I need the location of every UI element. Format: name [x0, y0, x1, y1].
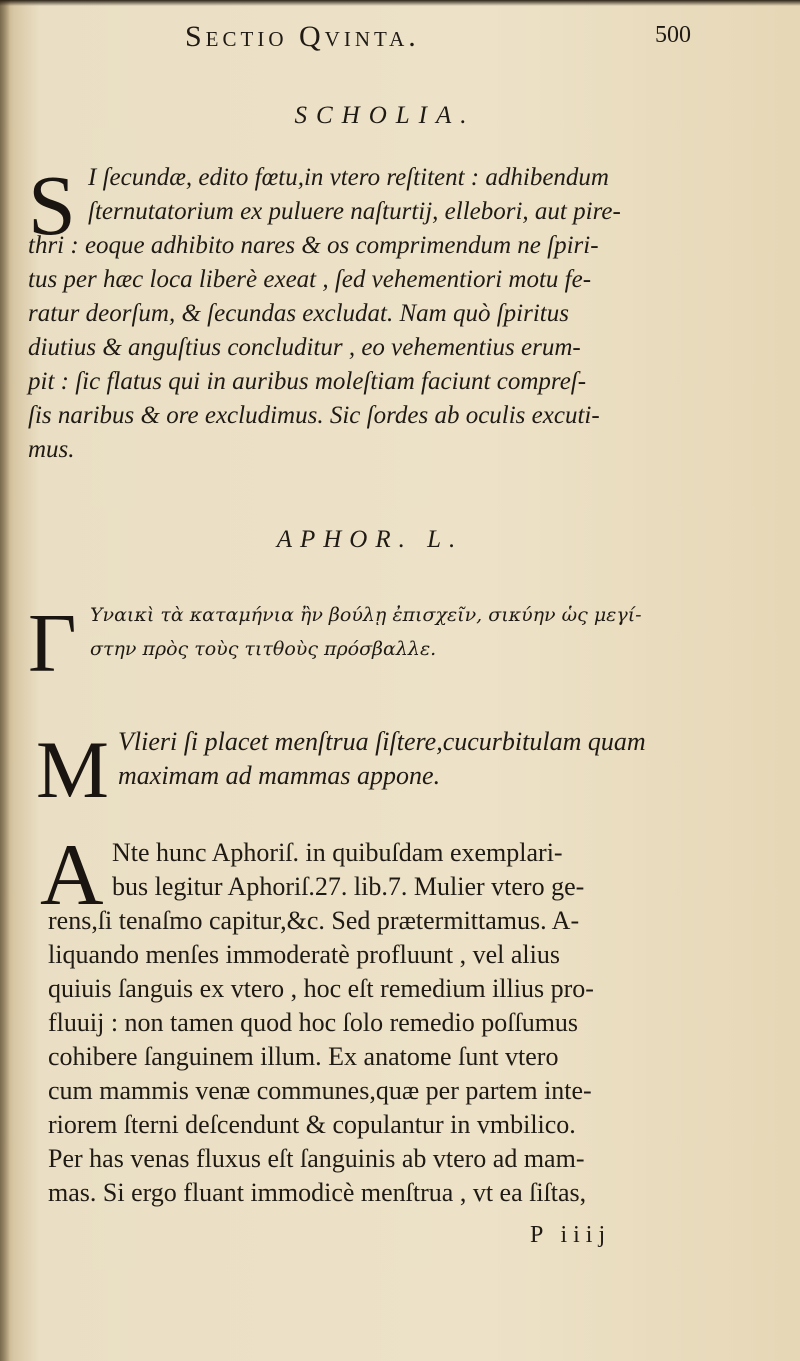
- greek-dropcap: Γ: [28, 597, 77, 690]
- scholia-line: tus per hæc loca liberè exeat , ſed vehementiori motu fe-: [28, 266, 592, 293]
- top-edge-shadow: [0, 0, 800, 6]
- scholia-line: ratur deorſum, & ſecundas excludat. Nam quò ſpiritus: [28, 300, 569, 327]
- commentary-line: mas. Si ergo fluant immodicè menſtrua , vt ea ſiſtas,: [48, 1178, 587, 1207]
- scholia-paragraph: [28, 157, 743, 500]
- latin-dropcap: M: [36, 724, 109, 815]
- page-number: 500: [655, 22, 691, 48]
- commentary-line: Nte hunc Aphoriſ. in quibuſdam exemplari-: [112, 838, 563, 867]
- scholia-dropcap: S: [28, 157, 76, 253]
- commentary-line: fluuij : non tamen quod hoc ſolo remedio poſſumus: [48, 1008, 579, 1037]
- commentary-line: riorem ſterni deſcendunt & copulantur in vmbilico.: [48, 1110, 576, 1139]
- scholia-line: mus.: [28, 436, 75, 463]
- running-head-title: Sectio Qvinta.: [185, 20, 420, 53]
- scholia-line: thri : eoque adhibito nares & os comprimendum ne ſpiri-: [28, 232, 599, 259]
- commentary-line: cohibere ſanguinem illum. Ex anatome ſunt vtero: [48, 1042, 559, 1071]
- signature-mark: P iiij: [530, 1222, 612, 1248]
- scholia-line: ſternutatorium ex puluere naſturtij, ellebori, aut pire-: [88, 198, 621, 225]
- commentary-line: liquando menſes immoderatè profluunt , vel alius: [48, 940, 560, 969]
- scholia-line: ſis naribus & ore excludimus. Sic ſordes ab oculis excuti-: [28, 402, 600, 429]
- scholia-heading: SCHOLIA.: [294, 102, 476, 129]
- greek-aphorism: [28, 598, 743, 698]
- commentary-paragraph: [28, 827, 743, 1232]
- commentary-line: quiuis ſanguis ex vtero , hoc eſt remedium illius pro-: [48, 974, 594, 1003]
- aphorism-heading: APHOR. L.: [276, 526, 464, 553]
- scholia-line: diutius & anguſtius concluditur , eo vehementius erum-: [28, 334, 581, 361]
- commentary-line: Per has venas fluxus eſt ſanguinis ab vtero ad mam-: [48, 1144, 585, 1173]
- commentary-line: cum mammis venæ communes,quæ per partem inte-: [48, 1076, 592, 1105]
- greek-line: στην πρὸς τοὺς τιτθοὺς πρόσβαλλε.: [90, 638, 437, 660]
- latin-aphorism: [28, 724, 743, 815]
- latin-line: maximam ad mammas appone.: [118, 761, 441, 790]
- scholia-line: pit : ſic flatus qui in auribus moleſtiam faciunt compreſ-: [28, 368, 587, 395]
- commentary-dropcap: A: [40, 827, 104, 924]
- gutter-shadow: [0, 0, 10, 1361]
- greek-line: Υναικὶ τὰ καταμήνια ἢν βούλῃ ἐπισχεῖν, σικύην ὡς μεγί-: [90, 604, 642, 626]
- commentary-line: bus legitur Aphoriſ.27. lib.7. Mulier vtero ge-: [112, 872, 585, 901]
- latin-line: Vlieri ſi placet menſtrua ſiſtere,cucurbitulam quam: [118, 727, 646, 756]
- scholia-line: I ſecundæ, edito fœtu,in vtero reſtitent : adhibendum: [88, 164, 609, 191]
- commentary-line: rens,ſi tenaſmo capitur,&c. Sed prætermittamus. A-: [48, 906, 580, 935]
- running-head: [0, 18, 800, 58]
